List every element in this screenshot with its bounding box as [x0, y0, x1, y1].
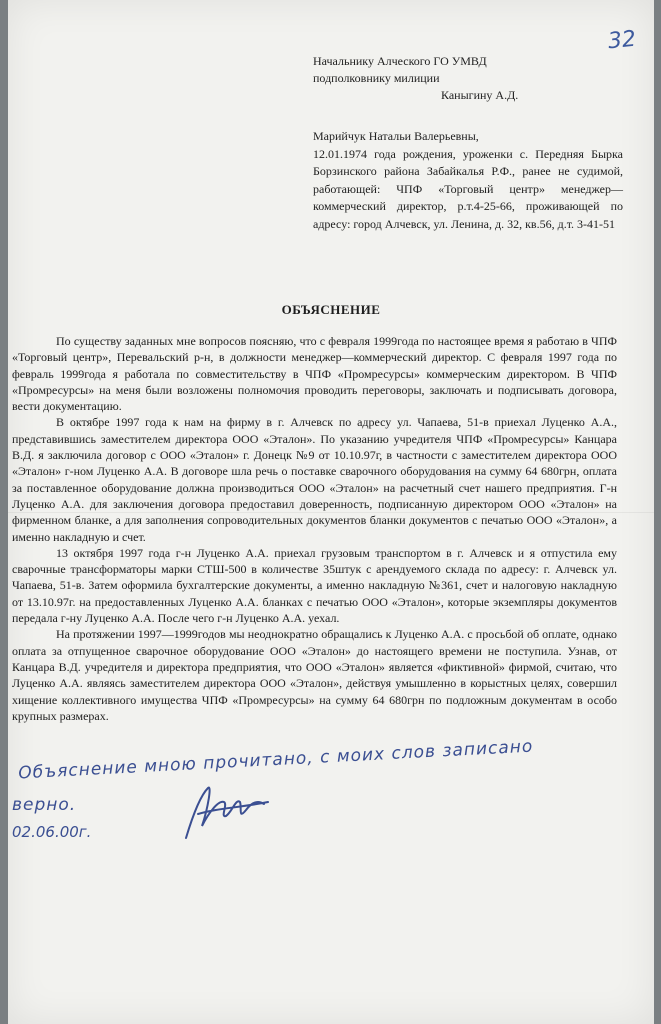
signature-icon [178, 778, 278, 848]
addressee-block [313, 53, 623, 104]
handwritten-page-number: 32 [606, 26, 638, 55]
paragraph-3: 13 октября 1997 года г-н Луценко А.А. приехал грузовым транспортом в г. Алчевск и я отпустила ему сварочные трансформаторы марки СТШ-500 в количестве 35штук с арендуемого склада по адресу: г. Алчевск ул. Чапаева, 51-в. Затем оформила бухгалтерские документы, а именно накладную №361, счет и налоговую накладную от 13.10.97г. на предоставленных Луценко А.А. бланках с печатью ООО «Эталон», которые экземпляры документов передала г-ну Луценко А.А. После чего г-н Луценко А.А. уехал. [12, 545, 617, 626]
addressee-line-1: Начальнику Алческого ГО УМВД [313, 54, 487, 68]
handwritten-line-1: Объяснение мною прочитано, с моих слов записано [17, 736, 534, 784]
handwritten-line-2: верно. [12, 795, 77, 815]
addressee-line-3: Каныгину А.Д. [441, 88, 519, 102]
paragraph-4: На протяжении 1997—1999годов мы неоднократно обращались к Луценко А.А. с просьбой об оплате, однако оплата за отпущенное сварочное оборудование ООО «Эталон» до настоящего времени не поступила. Узнав, от Канцара В.Д. учредителя и директора предприятия, что ООО «Эталон» является «фиктивной» фирмой, считаю, что Луценко А.А. являясь заместителем директора ООО «Эталон», действуя умышленно в корыстных целях, совершил хищение коллективного имущества ЧПФ «Промресурсы» на сумму 64 680грн по подложным документам в особо крупных размерах. [12, 627, 617, 723]
document-page [8, 0, 654, 1024]
paragraph-1: По существу заданных мне вопросов поясняю, что с февраля 1999года по настоящее время я работаю в ЧПФ «Торговый центр», Перевальский р-н, в должности менеджер—коммерческий директор. С февраля 1997 года по февраль 1999года я работала по совместительству в ЧПФ «Промресурсы» коммерческим директором. В ЧПФ «Промресурсы» на меня были возложены полномочия проводить переговоры, заключать и подписывать договора, вести документацию. [12, 334, 617, 414]
document-title: ОБЪЯСНЕНИЕ [281, 302, 381, 317]
sender-details: 12.01.1974 года рождения, уроженки с. Передняя Бырка Борзинского района Забайкалья Р.Ф., ранее не судимой, работающей: ЧПФ «Торговый центр» менеджер—коммерческий директор, р.т.4-25-66, проживающей по адресу: город Алчевск, ул. Ленина, д. 32, кв.56, д.т. 3-41-51 [313, 146, 623, 231]
handwritten-date: 02.06.00г. [12, 823, 92, 841]
sender-name: Марийчук Натальи Валерьевны, [313, 129, 479, 143]
paragraph-2: В октябре 1997 года к нам на фирму в г. Алчевск по адресу ул. Чапаева, 51-в приехал Луценко А.А., представившись заместителем директора ООО «Эталон». По указанию учредителя ЧПФ «Промресурсы» Канцара В.Д. я заключила договор с ООО «Эталон» г. Донецк №9 от 10.10.97г, в частности с заместителем директора ООО «Эталон» г-ном Луценко А.А. В договоре шла речь о поставке сварочного оборудования на сумму 64 680грн, оплата за поставленное оборудование должна производиться ООО «Эталон» на расчетный счет нашего предприятия. Г-н Луценко А.А. для заключения договора предоставил доверенность, подписанную директором ООО «Эталон» на фирменном бланке, а для заполнения сопроводительных документов бланки документов с печатью ООО «Эталон», а именно накладную и счет. [12, 415, 617, 544]
addressee-line-2: подполковнику милиции [313, 71, 440, 85]
sender-block [313, 128, 623, 233]
document-body [12, 333, 617, 724]
